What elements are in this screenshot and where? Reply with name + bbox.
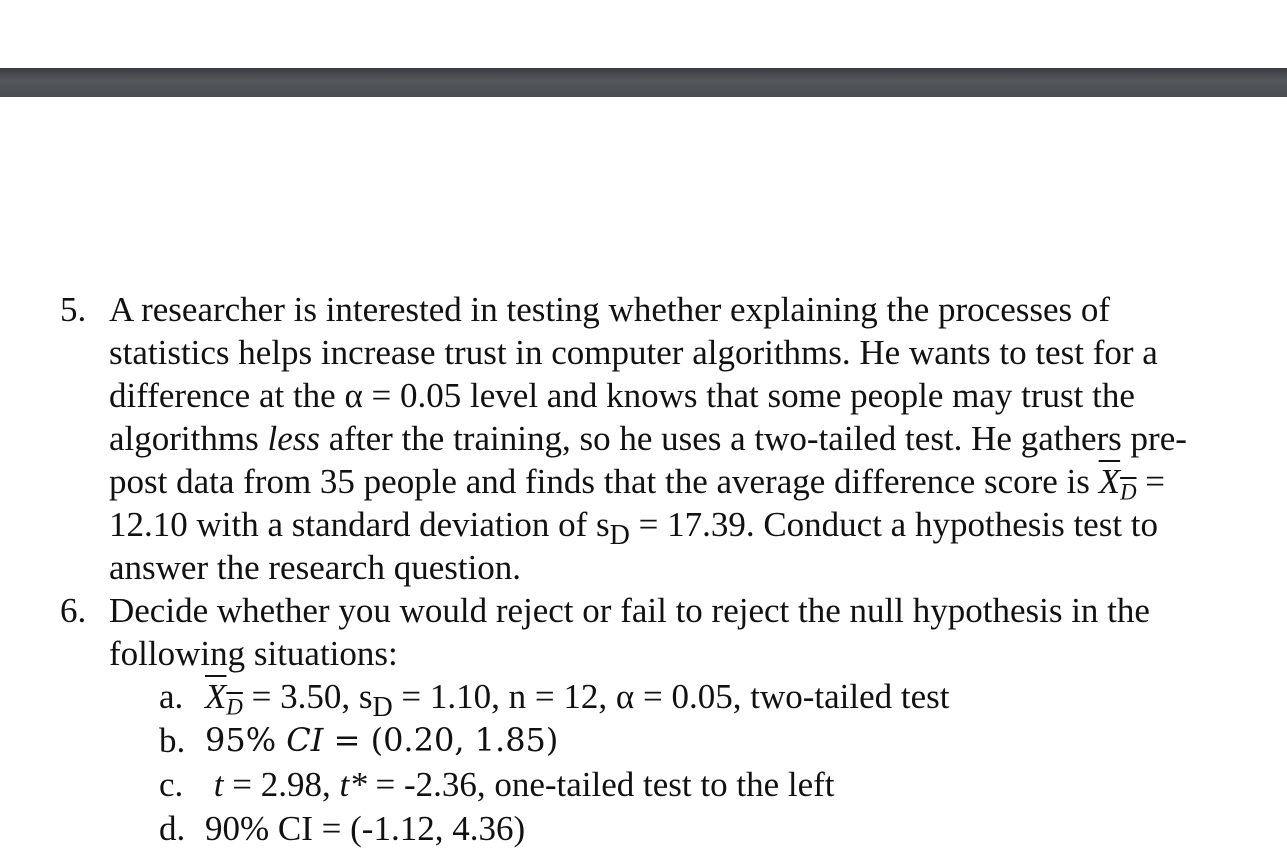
question-text-line: Decide whether you would reject or fail to reject the null hypothesis in the (109, 591, 1150, 630)
ci-symbol: CI (286, 721, 324, 759)
sub-question-letter: b. (159, 721, 186, 760)
text-run: 90% CI = (-1.12, 4.36) (205, 809, 526, 848)
sub-question-a: a. $X_D = 3.50$, $s_D = 1.10$, n = 12, α = 0.05, two-tailed test (159, 677, 950, 723)
question-5 (0, 288, 1287, 589)
sub-question-letter: d. (159, 809, 186, 848)
sub-question-letter: c. (159, 765, 184, 804)
t-critical-symbol: t* (339, 765, 367, 804)
sub-question-b (0, 719, 1287, 763)
question-text-line (109, 417, 1267, 460)
sub-question-list (0, 675, 1287, 851)
text-run: = 3.50, s (242, 677, 373, 716)
question-text-line: statistics helps increase trust in computer algorithms. He wants to test for a (109, 333, 1158, 372)
question-number: 5. (60, 290, 87, 329)
question-text-line: 12.10 with a standard deviation of $s_D = 17.39$. Conduct a hypothesis test to (109, 505, 1159, 551)
text-run: = 17.39. Conduct a hypothesis test to (629, 505, 1159, 544)
text-run: 12.10 with a standard deviation of s (109, 505, 610, 544)
t-symbol: t (213, 765, 224, 804)
question-6 (0, 589, 1287, 675)
question-text-line: following situations: (109, 634, 398, 673)
sub-question-c (0, 763, 1287, 807)
text-run: = (0.20, 1.85) (323, 721, 559, 759)
question-text-line: A researcher is interested in testing whether explaining the processes of (109, 290, 1111, 329)
question-text-line: difference at the α = 0.05 level and knows that some people may trust the (109, 376, 1135, 415)
text-run: post data from 35 people and finds that the average difference score is (109, 462, 1099, 501)
sub-question-d (0, 807, 1287, 851)
text-run: after the training, so he uses a two-tailed test. He gathers pre- (319, 419, 1187, 458)
text-run: = -2.36, one-tailed test to the left (366, 765, 835, 804)
document-body (0, 288, 1287, 851)
text-run: 95% (205, 721, 287, 759)
question-text-line (109, 460, 1267, 503)
emphasis-text: less (267, 419, 320, 458)
question-text-line: answer the research question. (109, 548, 522, 587)
mean-difference-symbol: $X_D$ (205, 677, 243, 720)
mean-difference-symbol: $X_D$ (1098, 462, 1137, 505)
header-bar (0, 68, 1287, 97)
text-run: = 2.98, (223, 765, 340, 804)
text-run: = (1136, 462, 1166, 501)
text-run: algorithms (109, 419, 268, 458)
sub-question-letter: a. (159, 677, 184, 716)
text-run: = 1.10, n = 12, α = 0.05, two-tailed test (392, 677, 950, 716)
question-number: 6. (60, 591, 87, 630)
